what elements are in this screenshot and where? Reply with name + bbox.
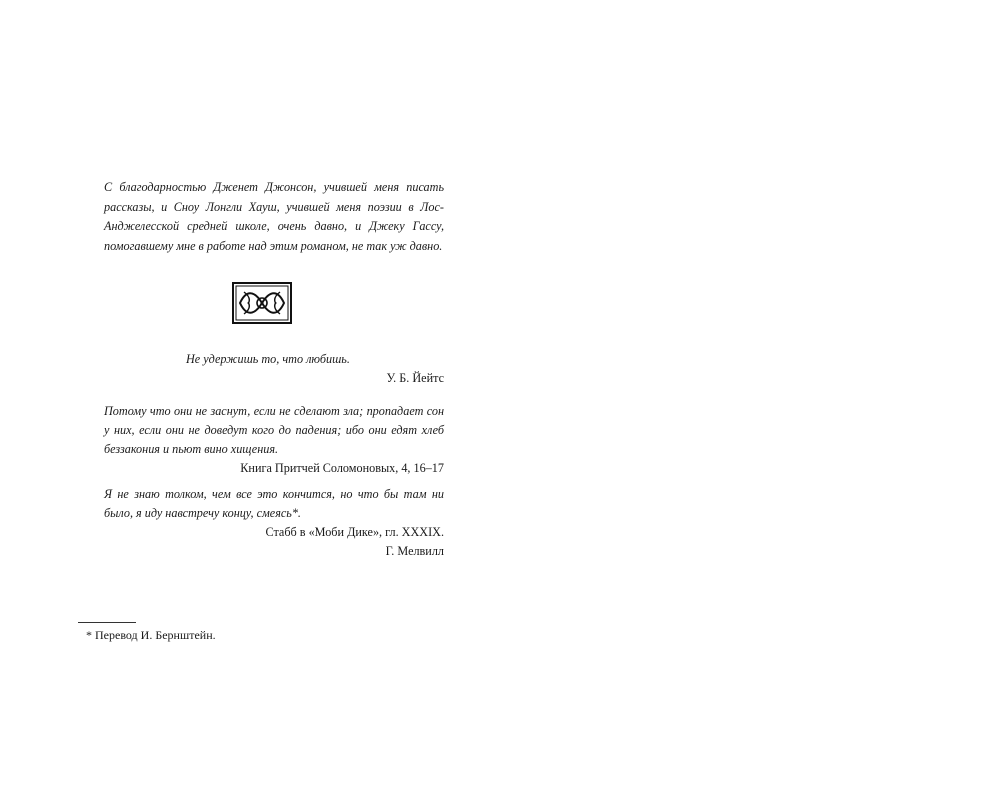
celtic-knot-ornament — [232, 282, 292, 324]
epigraph-quote: Потому что они не заснут, если не сделают зла; пропадает сон у них, если они не доведут кого до падения; ибо они едят хлеб беззакония и пьют вино хищения. — [104, 404, 444, 456]
epigraph-source: У. Б. Йейтс — [386, 371, 444, 385]
epigraph-proverbs — [104, 402, 444, 478]
dedication-text: С благодарностью Дженет Джонсон, учившей меня писать рассказы, и Сноу Лонгли Хауш, учившей меня поэзии в Лос-Анджелесской средней школе, очень давно, и Джеку Гассу, помогавшему мне в работе над этим романом, не так уж давно. — [104, 180, 444, 253]
epigraph-yeats — [104, 350, 444, 388]
epigraph-source: Книга Притчей Соломоновых, 4, 16–17 — [240, 461, 444, 475]
footnote-left: * Перевод И. Бернштейн. — [86, 628, 216, 642]
epigraph-quote: Я не знаю толком, чем все это кончится, но что бы там ни было, я иду навстречу концу, смеясь*. — [104, 487, 444, 520]
epigraph-melville — [104, 485, 444, 561]
epigraph-quote: Не удержишь то, что любишь. — [186, 352, 350, 366]
epigraph-source: Стабб в «Моби Дике», гл. XXXIX. — [265, 525, 444, 539]
right-page — [500, 0, 1000, 800]
epigraph-author: Г. Мелвилл — [385, 544, 444, 558]
footnote-rule — [78, 622, 136, 623]
